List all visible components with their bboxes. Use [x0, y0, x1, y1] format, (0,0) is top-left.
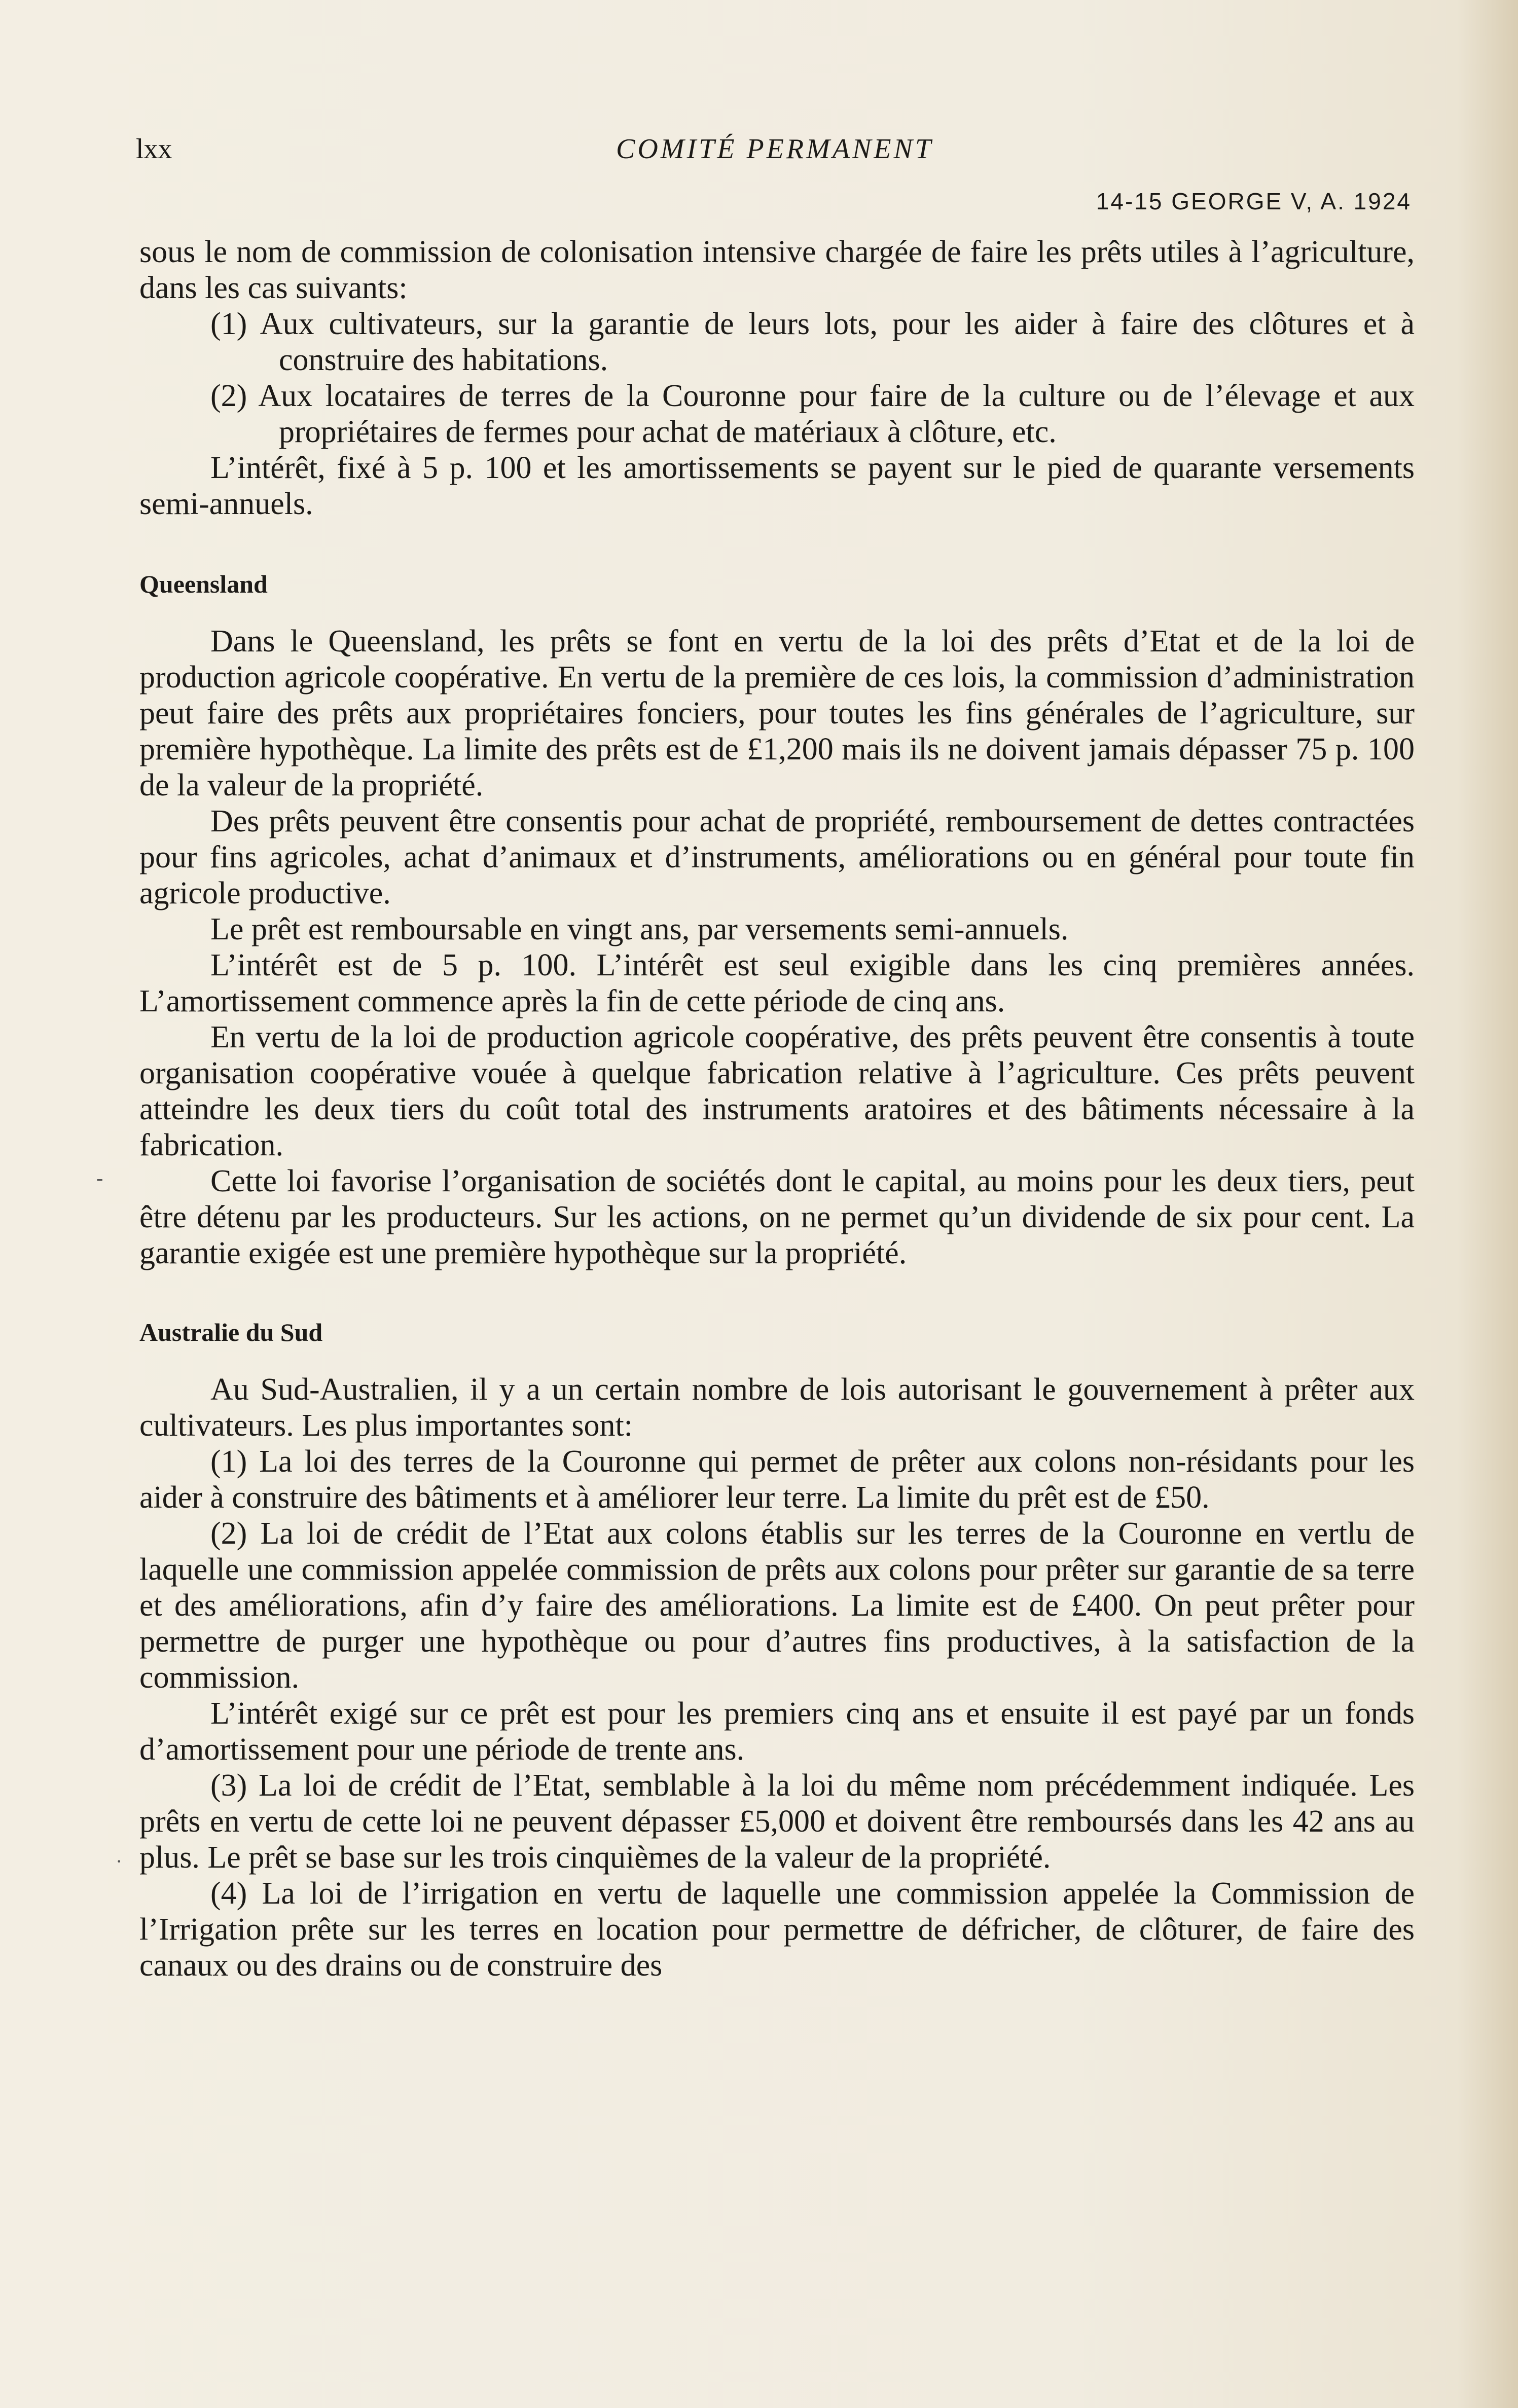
paragraph: L’intérêt est de 5 p. 100. L’intérêt est seul exigible dans les cinq premières années. L’amortissement commence après la fin de cette période de cinq ans. [139, 948, 1415, 1018]
list-item: (2) Aux locataires de terres de la Couronne pour faire de la culture ou de l’élevage et aux propriétaires de fermes pour achat de matériaux à clôture, etc. [210, 379, 1415, 449]
margin-mark: · [116, 1850, 123, 1873]
paragraph: Le prêt est remboursable en vingt ans, par versements semi-annuels. [210, 912, 1069, 946]
section-heading-australie-du-sud: Australie du Sud [139, 1318, 323, 1346]
page-number: lxx [136, 133, 172, 165]
paragraph: Cette loi favorise l’organisation de sociétés dont le capital, au moins pour les deux tiers, peut être détenu par les producteurs. Sur les actions, on ne permet qu’un dividende de six pour cent. La garantie exigée est une première hypothèque sur la propriété. [139, 1164, 1415, 1270]
paragraph: (4) La loi de l’irrigation en vertu de laquelle une commission appelée la Commission de l’Irrigation prête sur les terres en location pour permettre de défricher, de clôturer, de faire des canaux ou des drains ou de construire des [139, 1876, 1415, 1983]
margin-mark: - [96, 1166, 103, 1189]
paragraph: L’intérêt exigé sur ce prêt est pour les premiers cinq ans et ensuite il est payé par un fonds d’amortissement pour une période de trente ans. [139, 1696, 1415, 1767]
paragraph: (3) La loi de crédit de l’Etat, semblable à la loi du même nom précédemment indiquée. Les prêts en vertu de cette loi ne peuvent dépasser £5,000 et doivent être remboursés dans les 42 ans au plus. Le prêt se base sur les trois cinquièmes de la valeur de la propriété. [139, 1768, 1415, 1875]
paragraph: Au Sud-Australien, il y a un certain nombre de lois autorisant le gouvernement à prêter aux cultivateurs. Les plus importantes sont: [139, 1372, 1415, 1443]
list-item: (1) Aux cultivateurs, sur la garantie de leurs lots, pour les aider à faire des clôtures et à construire des habitations. [210, 307, 1415, 377]
paragraph: Dans le Queensland, les prêts se font en vertu de la loi des prêts d’Etat et de la loi de production agricole coopérative. En vertu de la première de ces lois, la commission d’administration peut faire des prêts aux propriétaires fonciers, pour toutes les fins générales de l’agriculture, sur première hypothèque. La limite des prêts est de £1,200 mais ils ne doivent jamais dépasser 75 p. 100 de la valeur de la propriété. [139, 624, 1415, 802]
section-heading-queensland: Queensland [139, 570, 268, 598]
paragraph: Des prêts peuvent être consentis pour achat de propriété, remboursement de dettes contractées pour fins agricoles, achat d’animaux et d’instruments, améliorations ou en général pour toute fin agricole productive. [139, 804, 1415, 910]
paragraph: sous le nom de commission de colonisation intensive chargée de faire les prêts utiles à l’agriculture, dans les cas suivants: [139, 235, 1415, 305]
paragraph: (1) La loi des terres de la Couronne qui permet de prêter aux colons non-résidants pour les aider à construire des bâtiments et à améliorer leur terre. La limite du prêt est de £50. [139, 1444, 1415, 1515]
page-header [136, 133, 1414, 168]
session-reference: 14-15 GEORGE V, A. 1924 [1096, 188, 1412, 214]
paragraph: (2) La loi de crédit de l’Etat aux colons établis sur les terres de la Couronne en vertlu de laquelle une commission appelée commission de prêts aux colons pour prêter sur garantie de sa terre et des améliorations, afin d’y faire des améliorations. La limite est de £400. On peut prêter pour permettre de purger une hypothèque ou pour d’autres fins productives, à la satisfaction de la commission. [139, 1516, 1415, 1695]
paragraph: L’intérêt, fixé à 5 p. 100 et les amortissements se payent sur le pied de quarante versements semi-annuels. [139, 451, 1415, 521]
page-body [139, 234, 1415, 1984]
running-title: COMITÉ PERMANENT [616, 133, 933, 165]
paragraph: En vertu de la loi de production agricole coopérative, des prêts peuvent être consentis à toute organisation coopérative vouée à quelque fabrication relative à l’agriculture. Ces prêts peuvent atteindre les deux tiers du coût total des instruments aratoires et des bâtiments nécessaire à la fabrication. [139, 1020, 1415, 1162]
